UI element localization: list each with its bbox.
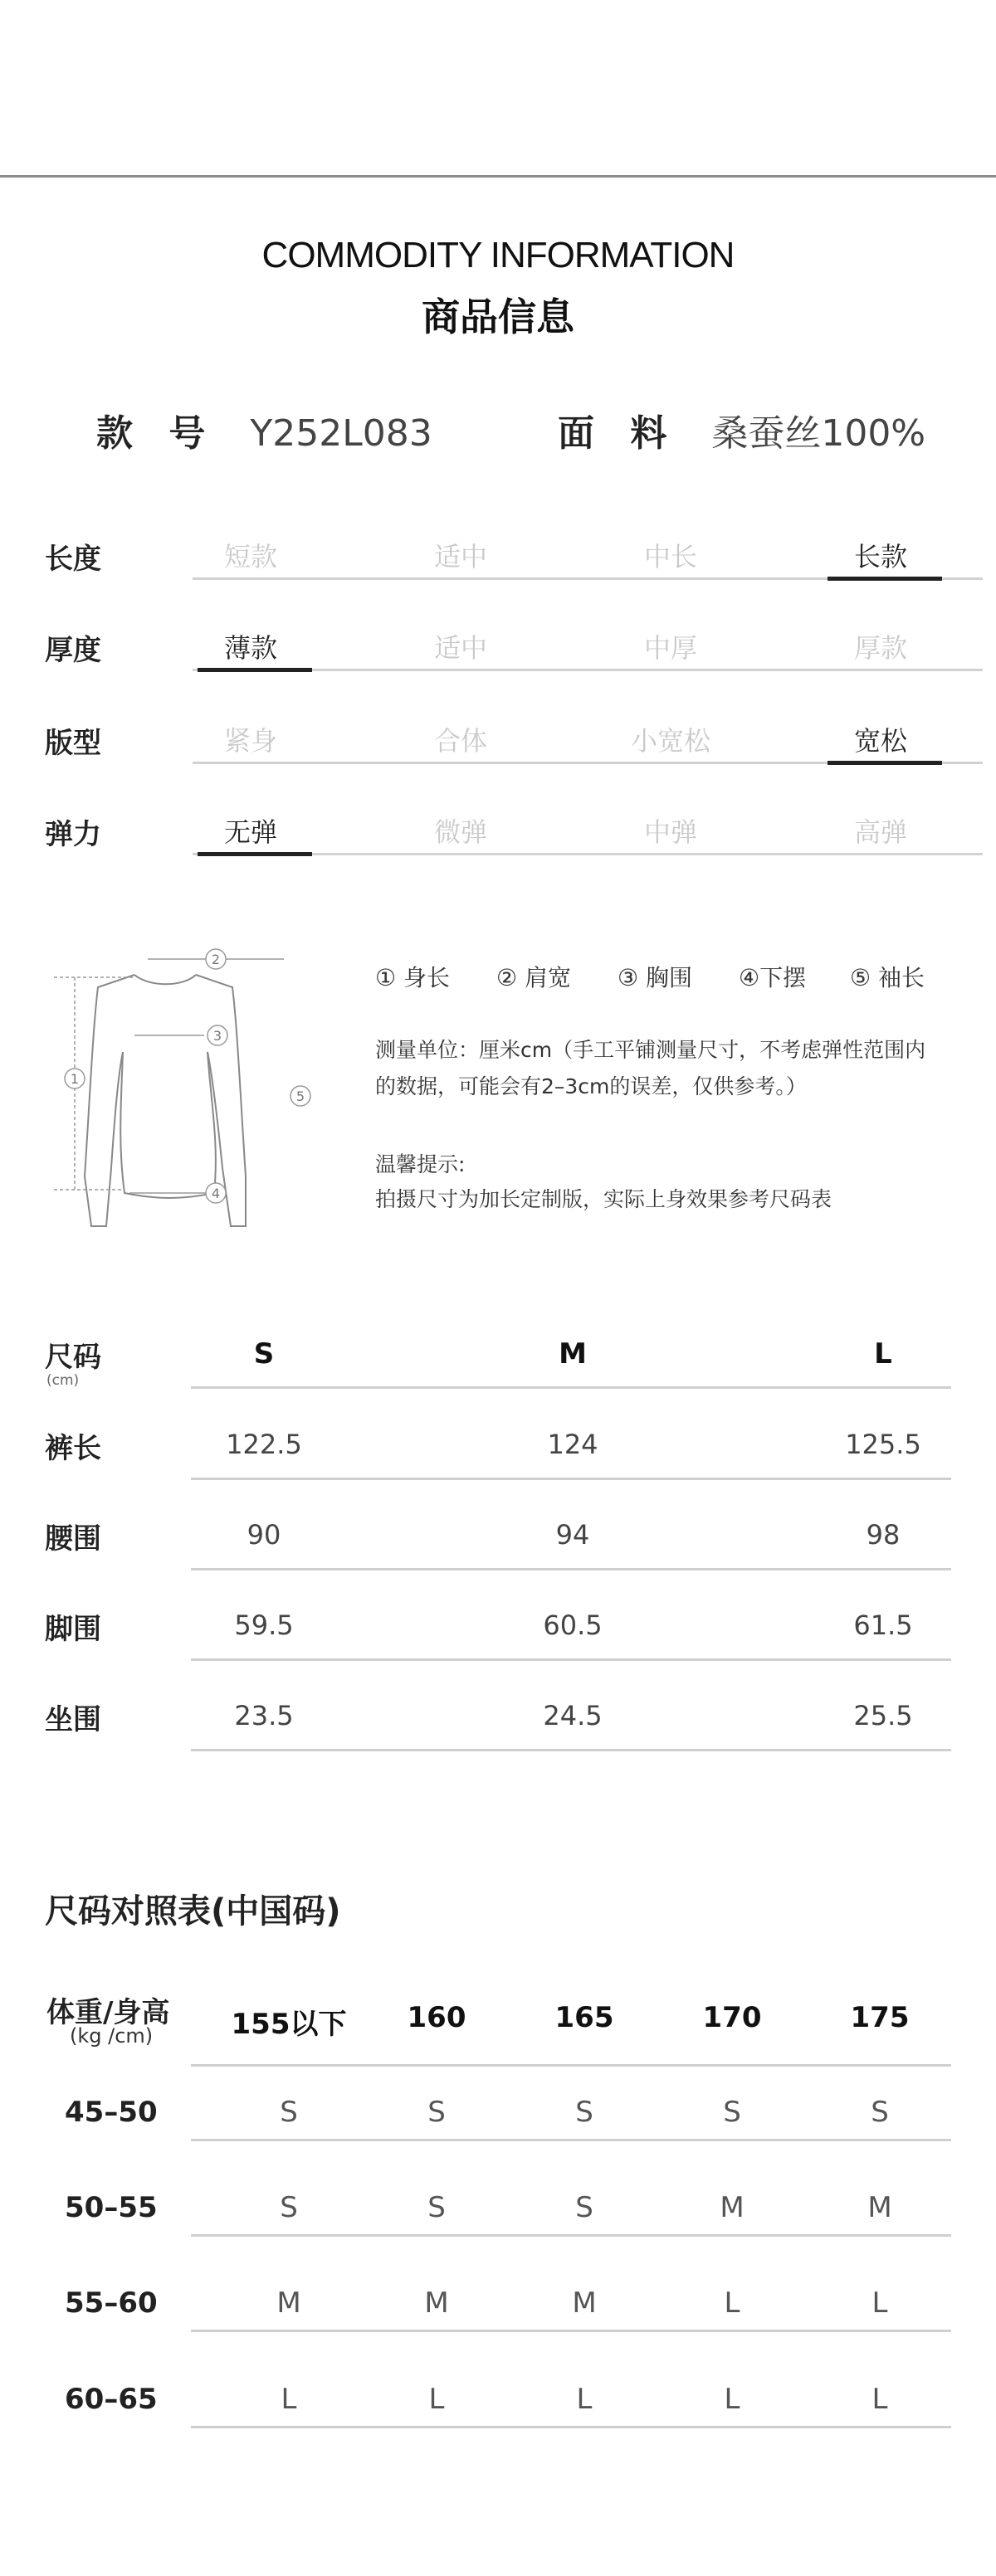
attribute-label: 厚度 xyxy=(45,634,101,667)
style-number xyxy=(96,403,432,456)
table-row xyxy=(45,2084,951,2159)
table-cell: M xyxy=(276,2286,301,2320)
attribute-option: 适中 xyxy=(433,632,487,664)
fabric xyxy=(558,403,925,456)
garment-diagram xyxy=(42,936,332,1243)
table-cell: 59.5 xyxy=(234,1609,294,1641)
title-english: COMMODITY INFORMATION xyxy=(261,235,735,275)
table-cell: M xyxy=(424,2286,449,2320)
table-cell: 98 xyxy=(866,1519,901,1551)
table-cell: 24.5 xyxy=(543,1700,603,1731)
size-table-header xyxy=(45,1326,951,1392)
body-outline xyxy=(120,1052,216,1198)
row-divider xyxy=(191,1386,951,1389)
table-cell: S xyxy=(427,2096,446,2129)
attribute-option: 中弹 xyxy=(643,816,697,848)
reference-header-row xyxy=(45,1989,951,2064)
height-column-header: 175 xyxy=(850,2001,910,2034)
table-cell: 61.5 xyxy=(853,1609,913,1641)
table-row xyxy=(45,1688,951,1755)
row-divider xyxy=(191,2330,951,2332)
row-divider xyxy=(191,2064,951,2067)
tip-text: 拍摄尺寸为加长定制版，实际上身效果参考尺码表 xyxy=(375,1187,832,1211)
attribute-option-selected: 长款 xyxy=(853,541,907,572)
table-cell: L xyxy=(576,2383,593,2416)
table-cell: M xyxy=(720,2191,745,2224)
weight-range-label: 45–50 xyxy=(65,2096,158,2129)
table-cell: 124 xyxy=(547,1429,598,1460)
attribute-option: 小宽松 xyxy=(630,725,710,757)
table-row xyxy=(45,2371,951,2446)
tip-title: 温馨提示: xyxy=(375,1152,466,1176)
row-divider xyxy=(191,2234,951,2237)
table-cell: 25.5 xyxy=(853,1700,913,1731)
table-row xyxy=(45,1417,951,1483)
weight-range-label: 60–65 xyxy=(65,2383,158,2416)
attribute-option: 高弹 xyxy=(853,816,907,848)
legend-chest: ③ 胸围 xyxy=(618,964,693,991)
attribute-option-selected: 无弹 xyxy=(223,816,277,848)
selected-indicator xyxy=(828,761,942,765)
attribute-option: 中长 xyxy=(643,541,697,572)
attribute-row xyxy=(45,713,938,763)
table-cell: S xyxy=(575,2191,593,2224)
attribute-row xyxy=(45,805,938,855)
table-cell: 122.5 xyxy=(226,1429,302,1460)
legend-hem: ④下摆 xyxy=(739,964,807,991)
table-row xyxy=(45,1598,951,1664)
legend-length: ① 身长 xyxy=(375,964,451,991)
table-cell: 94 xyxy=(555,1519,590,1551)
weight-range-label: 55–60 xyxy=(65,2286,158,2320)
row-divider xyxy=(191,2139,951,2141)
attribute-row xyxy=(45,529,938,579)
table-cell: M xyxy=(867,2191,892,2224)
height-column-header: 160 xyxy=(407,2001,466,2034)
table-cell: S xyxy=(427,2191,446,2224)
mark-1-label: 1 xyxy=(70,1071,80,1087)
style-number-label: 款 号 xyxy=(96,412,217,455)
reference-header-unit: (kg /cm) xyxy=(70,2024,154,2048)
table-cell: 125.5 xyxy=(845,1429,921,1460)
attribute-option: 厚款 xyxy=(853,632,907,664)
selected-indicator xyxy=(828,577,942,581)
row-label: 裤长 xyxy=(45,1432,101,1465)
row-label: 脚围 xyxy=(45,1613,101,1646)
measure-note-line1: 测量单位：厘米cm（手工平铺测量尺寸，不考虑弹性范围内 xyxy=(375,1038,926,1062)
selected-indicator xyxy=(198,852,312,856)
size-column-header: L xyxy=(874,1337,892,1371)
attribute-option-selected: 宽松 xyxy=(853,725,907,757)
height-column-header: 155以下 xyxy=(231,2008,347,2041)
height-column-header: 165 xyxy=(554,2001,614,2034)
row-divider xyxy=(191,2426,951,2428)
attribute-option: 短款 xyxy=(223,541,277,572)
row-divider xyxy=(191,1658,951,1661)
table-cell: S xyxy=(575,2096,593,2129)
measure-note-line2: 的数据，可能会有2–3cm的误差，仅供参考。） xyxy=(375,1074,807,1098)
fabric-value: 桑蚕丝100% xyxy=(711,412,926,455)
attribute-label: 弹力 xyxy=(45,818,101,851)
attribute-label: 长度 xyxy=(45,543,101,576)
mark-4-label: 4 xyxy=(211,1186,221,1201)
size-column-header: S xyxy=(253,1337,275,1371)
row-divider xyxy=(191,1568,951,1570)
weight-range-label: 50–55 xyxy=(65,2191,158,2224)
attribute-option: 中厚 xyxy=(643,632,697,664)
table-cell: M xyxy=(572,2286,597,2320)
legend-shoulder: ② 肩宽 xyxy=(496,964,572,991)
reference-header-label: 体重/身高 xyxy=(46,1996,170,2029)
attribute-option: 微弹 xyxy=(433,816,487,848)
mark-3-label: 3 xyxy=(212,1028,222,1044)
attribute-row xyxy=(45,621,938,670)
table-cell: L xyxy=(724,2383,740,2416)
table-cell: 60.5 xyxy=(543,1609,603,1641)
title-chinese: 商品信息 xyxy=(422,295,574,339)
mark-2-label: 2 xyxy=(211,952,221,967)
table-cell: L xyxy=(872,2383,888,2416)
row-divider xyxy=(191,1478,951,1480)
reference-title: 尺码对照表(中国码) xyxy=(45,1892,341,1931)
top-divider xyxy=(0,175,996,178)
table-cell: L xyxy=(281,2383,297,2416)
row-label: 腰围 xyxy=(45,1522,101,1556)
height-column-header: 170 xyxy=(702,2001,762,2034)
table-cell: L xyxy=(872,2286,888,2320)
neckline xyxy=(134,975,196,984)
attribute-option: 紧身 xyxy=(223,725,277,757)
left-sleeve-outline xyxy=(85,975,134,1226)
attribute-option-selected: 薄款 xyxy=(223,632,277,664)
table-cell: 23.5 xyxy=(234,1700,294,1731)
row-divider xyxy=(191,1749,951,1751)
table-cell: L xyxy=(724,2286,740,2320)
attribute-label: 版型 xyxy=(45,727,101,760)
table-cell: S xyxy=(723,2096,741,2129)
mark-5-label: 5 xyxy=(295,1088,305,1104)
style-number-value: Y252L083 xyxy=(250,412,432,455)
attribute-option: 适中 xyxy=(433,541,487,572)
size-header-label: 尺码 xyxy=(45,1341,101,1374)
attribute-option: 合体 xyxy=(433,725,487,757)
legend-sleeve: ⑤ 袖长 xyxy=(850,964,925,991)
size-column-header: M xyxy=(559,1337,587,1371)
table-row xyxy=(45,2275,951,2350)
fabric-label: 面 料 xyxy=(558,412,679,455)
row-label: 坐围 xyxy=(45,1703,101,1736)
table-cell: L xyxy=(428,2383,445,2416)
table-cell: 90 xyxy=(247,1519,281,1551)
table-cell: S xyxy=(280,2096,298,2129)
selected-indicator xyxy=(198,668,312,672)
table-cell: S xyxy=(871,2096,889,2129)
size-header-unit: (cm) xyxy=(46,1372,80,1389)
table-row xyxy=(45,1507,951,1574)
table-row xyxy=(45,2179,951,2254)
table-cell: S xyxy=(280,2191,298,2224)
